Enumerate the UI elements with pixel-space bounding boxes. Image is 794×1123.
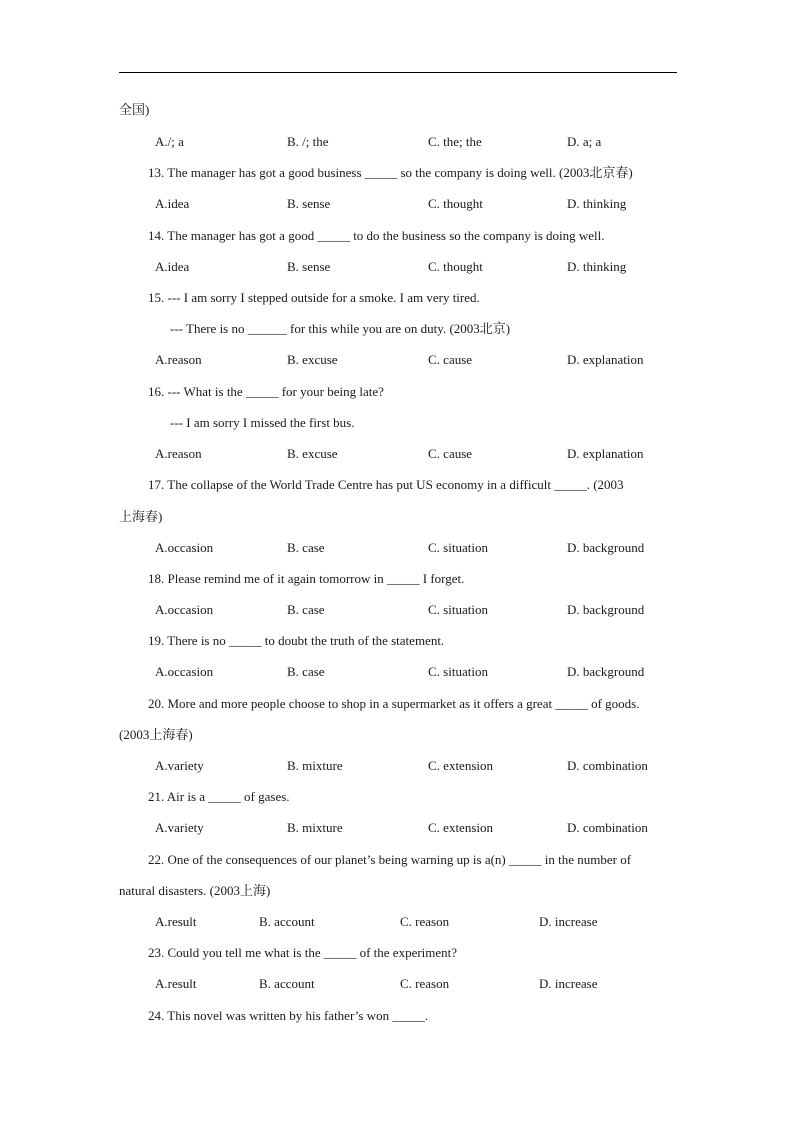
option-d: D. combination (567, 758, 648, 773)
option-b: B. excuse (287, 446, 338, 461)
option-b: B. sense (287, 196, 331, 211)
question-text: 22. One of the consequences of our planet’s being warning up is a(n) _____ in the number of (148, 852, 632, 867)
question-text: 14. The manager has got a good _____ to do the business so the company is doing well. (148, 228, 605, 243)
option-c: C. situation (428, 664, 488, 679)
option-a: A.variety (155, 758, 204, 773)
continuation-text: 全国) (119, 102, 150, 117)
options-row (0, 196, 794, 212)
option-a: A.variety (155, 820, 204, 835)
option-a: A.reason (155, 352, 202, 367)
option-b: B. mixture (287, 758, 343, 773)
option-a: A.occasion (155, 664, 214, 679)
options-row (0, 976, 794, 992)
option-c: C. cause (428, 352, 473, 367)
option-d: D. thinking (567, 259, 627, 274)
option-d: D. background (567, 540, 645, 555)
option-d: D. a; a (567, 134, 602, 149)
option-a: A.reason (155, 446, 202, 461)
continuation-text: natural disasters. (2003上海) (119, 883, 271, 898)
option-d: D. background (567, 664, 645, 679)
option-c: C. extension (428, 820, 493, 835)
option-b: B. case (287, 602, 325, 617)
option-b: B. /; the (287, 134, 329, 149)
question-text: 15. --- I am sorry I stepped outside for a smoke. I am very tired. (148, 290, 480, 305)
option-c: C. situation (428, 540, 488, 555)
question-text: 13. The manager has got a good business _____ so the company is doing well. (2003北京春) (148, 165, 633, 180)
question-text: 23. Could you tell me what is the _____ of the experiment? (148, 945, 458, 960)
question-text: 21. Air is a _____ of gases. (148, 789, 290, 804)
dialogue-line: --- There is no ______ for this while you are on duty. (2003北京) (170, 321, 511, 336)
question-text: 18. Please remind me of it again tomorrow in _____ I forget. (148, 571, 465, 586)
continuation-text: (2003上海春) (119, 727, 193, 742)
option-b: B. sense (287, 259, 331, 274)
option-c: C. extension (428, 758, 493, 773)
option-a: A.occasion (155, 540, 214, 555)
options-row (0, 664, 794, 680)
option-a: A.occasion (155, 602, 214, 617)
question-text: 16. --- What is the _____ for your being late? (148, 384, 384, 399)
option-b: B. case (287, 540, 325, 555)
options-row (0, 758, 794, 774)
option-d: D. increase (539, 914, 598, 929)
continuation-text: 上海春) (119, 509, 163, 524)
option-d: D. background (567, 602, 645, 617)
option-b: B. mixture (287, 820, 343, 835)
option-c: C. the; the (428, 134, 482, 149)
options-row (0, 134, 794, 150)
question-text: 20. More and more people choose to shop in a supermarket as it offers a great _____ of goods. (148, 696, 640, 711)
option-a: A.result (155, 914, 197, 929)
option-b: B. account (259, 976, 315, 991)
option-a: A.idea (155, 259, 190, 274)
options-row (0, 352, 794, 368)
options-row (0, 259, 794, 275)
option-a: A./; a (155, 134, 184, 149)
dialogue-line: --- I am sorry I missed the first bus. (170, 415, 355, 430)
options-row (0, 914, 794, 930)
question-text: 24. This novel was written by his father’s won _____. (148, 1008, 429, 1023)
option-b: B. excuse (287, 352, 338, 367)
options-row (0, 540, 794, 556)
option-a: A.idea (155, 196, 190, 211)
option-b: B. case (287, 664, 325, 679)
question-text: 19. There is no _____ to doubt the truth of the statement. (148, 633, 445, 648)
option-c: C. thought (428, 259, 483, 274)
options-row (0, 446, 794, 462)
options-row (0, 820, 794, 836)
option-c: C. reason (400, 976, 450, 991)
option-b: B. account (259, 914, 315, 929)
option-a: A.result (155, 976, 197, 991)
option-c: C. thought (428, 196, 483, 211)
option-d: D. combination (567, 820, 648, 835)
header-rule (119, 72, 677, 73)
option-c: C. cause (428, 446, 473, 461)
options-row (0, 602, 794, 618)
option-c: C. reason (400, 914, 450, 929)
option-d: D. explanation (567, 446, 644, 461)
option-d: D. increase (539, 976, 598, 991)
option-d: D. thinking (567, 196, 627, 211)
question-text: 17. The collapse of the World Trade Centre has put US economy in a difficult _____. (2003 (148, 477, 624, 492)
option-d: D. explanation (567, 352, 644, 367)
option-c: C. situation (428, 602, 488, 617)
